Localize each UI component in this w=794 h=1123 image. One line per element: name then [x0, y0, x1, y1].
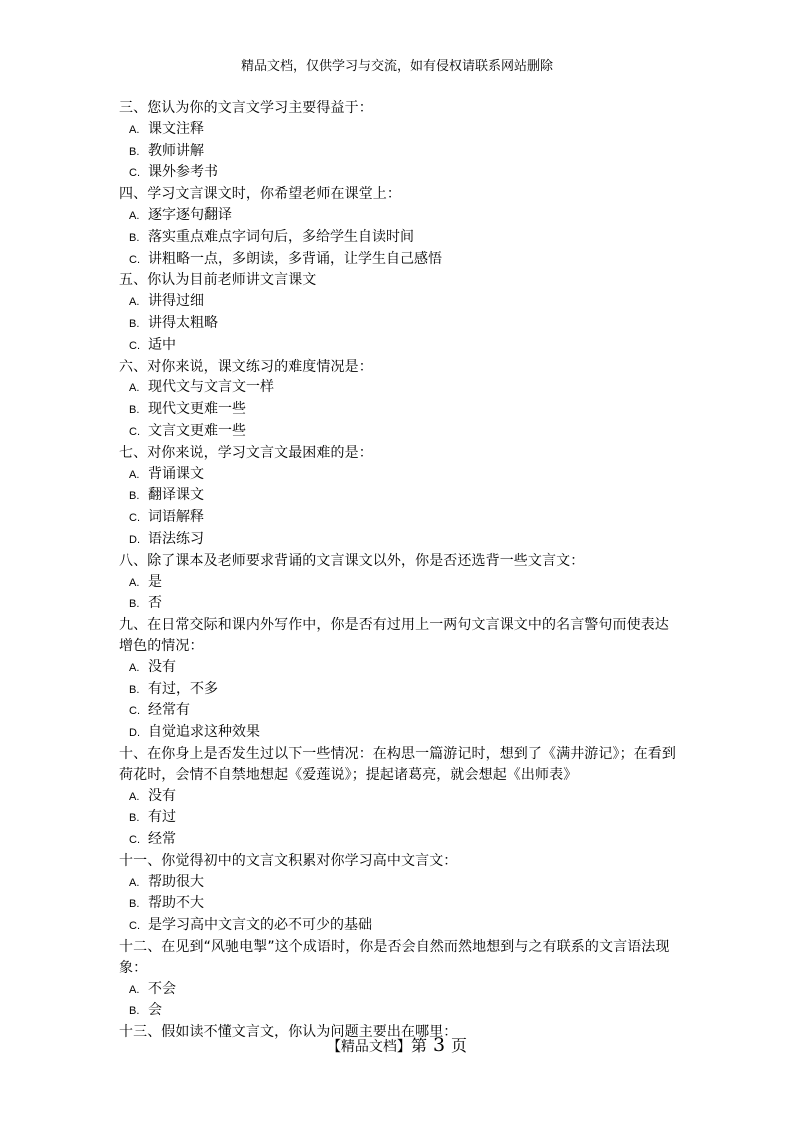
option-text: 课外参考书 [148, 164, 218, 181]
option-item [119, 335, 679, 357]
option-item [119, 377, 679, 399]
option-letter: A. [129, 576, 140, 589]
option-text: 经常 [148, 831, 176, 848]
question-text: 十、在你身上是否发生过以下一些情况：在构思一篇游记时，想到了《满井游记》；在看到荷花时，会情不自禁地想起《爱莲说》；提起诸葛亮，就会想起《出师表》 [119, 745, 676, 783]
option-item [119, 915, 679, 937]
option-letter: A. [129, 876, 140, 889]
option-item [119, 807, 679, 829]
question-text: 十二、在见到“风驰电掣”这个成语时，你是否会自然而然地想到与之有联系的文言语法现象： [119, 939, 670, 976]
question-text: 三、您认为你的文言文学习主要得益于： [119, 100, 373, 116]
option-letter: B. [129, 231, 140, 244]
option-letter: B. [129, 898, 140, 911]
option-item [119, 249, 679, 271]
option-letter: C. [129, 425, 140, 438]
option-letter: C. [129, 512, 140, 525]
option-letter: B. [129, 490, 140, 503]
question-text: 七、对你来说，学习文言文最困难的是： [119, 444, 373, 461]
option-item [119, 141, 679, 163]
option-item [119, 893, 679, 915]
option-text: 有过，不多 [148, 680, 218, 697]
option-text: 教师讲解 [148, 142, 204, 159]
option-text: 不会 [148, 980, 176, 997]
footer-suffix: 页 [451, 1036, 468, 1055]
option-item [119, 700, 679, 722]
question-text: 十三、假如读不懂文言文，你认为问题主要出在哪里： [119, 1024, 458, 1041]
option-item [119, 657, 679, 679]
option-letter: A. [129, 468, 140, 481]
option-item [119, 979, 679, 1001]
page-header: 精品文档，仅供学习与交流，如有侵权请联系网站删除 [240, 59, 553, 74]
option-item [119, 421, 679, 443]
option-text: 没有 [148, 658, 176, 675]
option-letter: A. [129, 983, 140, 996]
option-item [119, 593, 679, 615]
footer-tag: 【精品文档】 [326, 1039, 411, 1055]
option-text: 帮助不大 [148, 895, 204, 912]
option-letter: C. [129, 705, 140, 718]
question-text: 四、学习文言课文时，你希望老师在课堂上： [119, 186, 401, 203]
option-item [119, 1000, 679, 1022]
option-text: 语法练习 [148, 530, 204, 547]
option-text: 适中 [148, 336, 176, 353]
option-letter: C. [129, 253, 140, 266]
option-letter: B. [129, 145, 140, 158]
option-text: 课文注释 [148, 120, 204, 137]
option-text: 没有 [148, 787, 176, 804]
option-item [119, 829, 679, 851]
option-letter: D. [129, 727, 140, 740]
option-item [119, 399, 679, 421]
questionnaire-body [119, 98, 679, 1043]
option-text: 翻译课文 [148, 487, 204, 504]
option-text: 是学习高中文言文的必不可少的基础 [148, 917, 372, 934]
option-text: 讲粗略一点，多朗读，多背诵，让学生自己感悟 [148, 250, 442, 267]
option-item [119, 872, 679, 894]
option-text: 自觉追求这种效果 [148, 724, 260, 741]
question-text: 九、在日常交际和课内外写作中，你是否有过用上一两句文言课文中的名言警句而使表达增色的情况： [119, 617, 669, 654]
option-text: 讲得过细 [148, 293, 204, 310]
option-letter: C. [129, 339, 140, 352]
option-item [119, 313, 679, 335]
option-text: 落实重点难点字词句后，多给学生自读时间 [148, 228, 414, 245]
option-item [119, 227, 679, 249]
option-letter: B. [129, 404, 140, 417]
option-text: 帮助很大 [148, 873, 204, 890]
option-letter: A. [129, 382, 140, 395]
option-text: 文言文更难一些 [148, 422, 246, 439]
page-number: 3 [432, 1034, 446, 1056]
footer-prefix: 第 [410, 1036, 427, 1055]
option-item [119, 119, 679, 141]
option-letter: B. [129, 812, 140, 825]
option-text: 现代文更难一些 [148, 401, 246, 418]
option-item [119, 529, 679, 551]
option-text: 是 [148, 573, 162, 590]
option-text: 有过 [148, 809, 176, 826]
option-text: 讲得太粗略 [148, 314, 218, 331]
option-item [119, 485, 679, 507]
option-letter: B. [129, 317, 140, 330]
option-letter: A. [129, 123, 140, 136]
option-item [119, 205, 679, 227]
option-item [119, 507, 679, 529]
option-item [119, 162, 679, 184]
option-item [119, 464, 679, 486]
option-text: 背诵课文 [148, 465, 204, 482]
option-letter: C. [129, 167, 140, 180]
option-letter: C. [129, 834, 140, 847]
option-text: 会 [148, 1002, 162, 1019]
option-text: 否 [148, 595, 162, 612]
option-text: 现代文与文言文一样 [148, 379, 274, 396]
option-item [119, 572, 679, 594]
option-letter: D. [129, 533, 140, 546]
option-letter: A. [129, 296, 140, 309]
option-text: 词语解释 [148, 509, 204, 526]
option-item [119, 722, 679, 744]
option-letter: B. [129, 683, 140, 696]
question-text: 六、对你来说，课文练习的难度情况是： [119, 358, 373, 375]
question-text: 五、你认为目前老师讲文言课文 [119, 272, 317, 289]
option-letter: A. [129, 209, 140, 222]
option-letter: B. [129, 1005, 140, 1018]
question-text: 十一、你觉得初中的文言文积累对你学习高中文言文： [119, 852, 458, 869]
question-text: 八、除了课本及老师要求背诵的文言课文以外，你是否还选背一些文言文： [119, 552, 585, 569]
option-letter: C. [129, 920, 140, 933]
option-text: 逐字逐句翻译 [148, 206, 232, 223]
option-letter: A. [129, 661, 140, 674]
option-text: 经常有 [148, 702, 190, 719]
option-letter: B. [129, 598, 140, 611]
option-item [119, 786, 679, 808]
option-letter: A. [129, 790, 140, 803]
page-footer [0, 1033, 794, 1059]
option-item [119, 291, 679, 313]
option-item [119, 679, 679, 701]
